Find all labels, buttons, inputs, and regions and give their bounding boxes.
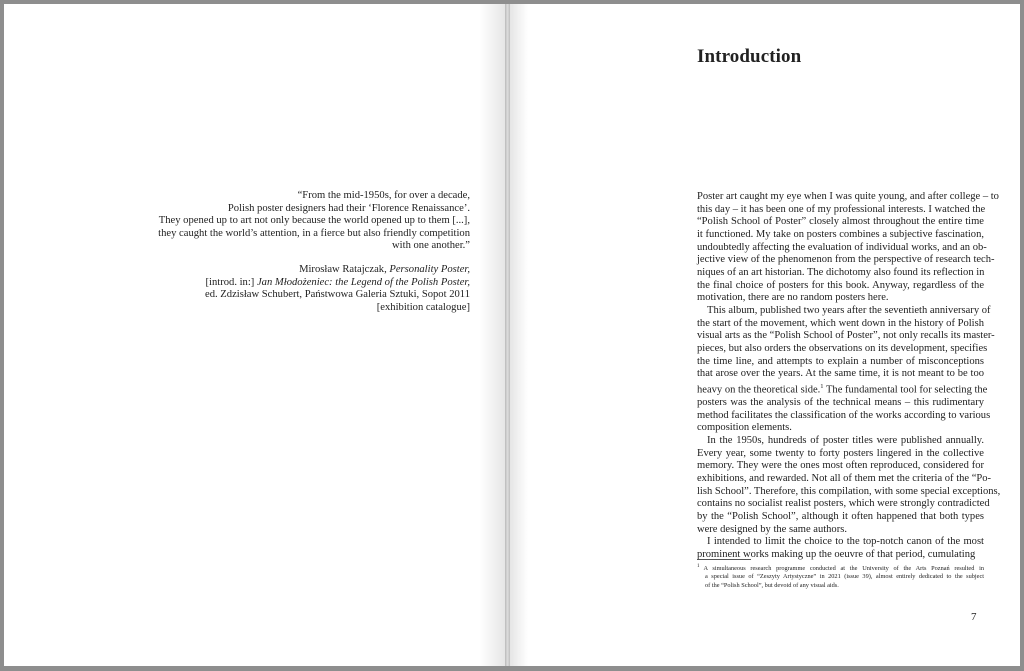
body-line: the start of the movement, which went down in the history of Polish <box>697 317 984 329</box>
body-line: the time line, and attempts to explain a number of misconceptions <box>697 355 984 367</box>
attribution-author: Mirosław Ratajczak, <box>299 263 390 275</box>
attribution-line: ed. Zdzisław Schubert, Państwowa Galeria Sztuki, Sopot 2011 <box>205 289 470 301</box>
body-line: Every year, some twenty to forty posters lingered in the collective <box>697 447 984 459</box>
footnote-line: of the “Polish School”, but devoid of any visual aids. <box>705 581 839 589</box>
epigraph-line: Polish poster designers had their ‘Florence Renaissance’. <box>227 202 470 214</box>
body-line: prominent works making up the oeuvre of that period, cumulating <box>697 548 976 560</box>
attribution-line: [exhibition catalogue] <box>376 301 470 313</box>
body-line: In the 1950s, hundreds of poster titles were published annually. <box>707 434 984 446</box>
footnote <box>697 563 984 590</box>
epigraph-line: with one another.” <box>392 240 470 252</box>
footnote-line: a special issue of “Zeszyty Artystyczne” in 2021 (issue 39), almost entirely dedicated to the subject <box>705 573 984 581</box>
body-line <box>697 381 988 397</box>
body-line: this day – it has been one of my professional interests. I watched the <box>697 203 986 215</box>
page-number: 7 <box>971 611 977 623</box>
footnote-line <box>697 563 984 573</box>
body-line: exhibitions, and rewarded. Not all of them met the criteria of the “Po- <box>697 472 992 484</box>
body-text <box>697 191 1001 562</box>
body-line: motivation, there are no random posters here. <box>697 292 889 304</box>
epigraph <box>154 190 470 314</box>
gutter-shadow-right <box>510 4 528 666</box>
body-line: the final choice of posters for this book. Anyway, regardless of the <box>697 279 984 291</box>
body-line-text: heavy on the theoretical side. <box>697 384 821 396</box>
body-line: lish School”. Therefore, this compilation, with some special exceptions, <box>697 485 1001 497</box>
body-line: method facilitates the classification of the works according to various <box>697 409 991 421</box>
epigraph-line: They opened up to art not only because the world opened up to them [...], <box>158 215 470 227</box>
body-line: “Polish School of Poster” closely almost throughout the entire time <box>697 216 984 228</box>
body-line: composition elements. <box>697 422 792 434</box>
footnote-marker: 1 <box>697 564 700 569</box>
epigraph-attribution <box>154 264 470 314</box>
footnote-rule <box>697 559 751 560</box>
body-line-text: The fundamental tool for selecting the <box>823 384 988 396</box>
body-line: jective view of the phenomenon from the perspective of research tech- <box>697 254 995 266</box>
footnote-text: A simultaneous research programme conducted at the University of the Arts Poznań resulted in <box>703 565 984 573</box>
attribution-prefix: [introd. in:] <box>205 276 257 288</box>
body-line: niques of an art historian. The dichotomy also found its reflection in <box>697 266 985 278</box>
attribution-line <box>154 264 470 277</box>
left-page <box>4 4 505 666</box>
body-line: memory. They were the ones most often reproduced, considered for <box>697 460 984 472</box>
body-line: it functioned. My take on posters combines a subjective fascination, <box>697 228 984 240</box>
body-line: contains no socialist realist posters, which were strongly contradicted <box>697 498 990 510</box>
body-line: that arose over the years. At the same time, it is not meant to be too <box>697 368 984 380</box>
page-title: Introduction <box>697 46 802 67</box>
epigraph-line: “From the mid-1950s, for over a decade, <box>297 190 470 201</box>
body-line: pieces, but also orders the observations on its development, specifies <box>697 342 988 354</box>
body-line: I intended to limit the choice to the top-notch canon of the most <box>707 536 984 548</box>
footnote-reference[interactable]: 1 <box>820 382 824 390</box>
attribution-line <box>154 277 470 290</box>
attribution-book-title: Jan Młodożeniec: the Legend of the Polish Poster, <box>256 276 470 288</box>
body-line: were designed by the same authors. <box>697 523 847 535</box>
gutter-shadow-left <box>479 4 505 666</box>
body-line: This album, published two years after the seventieth anniversary of <box>707 304 991 316</box>
body-line: by the “Polish School”, although it often happened that both types <box>697 510 984 522</box>
epigraph-line: they caught the world’s attention, in a fierce but also friendly competition <box>158 227 470 239</box>
right-page <box>510 4 1020 666</box>
attribution-title: Personality Poster, <box>389 263 470 275</box>
body-line: posters was the analysis of the technical means – this rudimentary <box>697 397 984 409</box>
body-line: Poster art caught my eye when I was quite young, and after college – to <box>697 191 999 202</box>
body-line: visual arts as the “Polish School of Poster”, not only recalls its master- <box>697 330 995 342</box>
body-line: undoubtedly affecting the evaluation of individual works, and an ob- <box>697 241 987 253</box>
